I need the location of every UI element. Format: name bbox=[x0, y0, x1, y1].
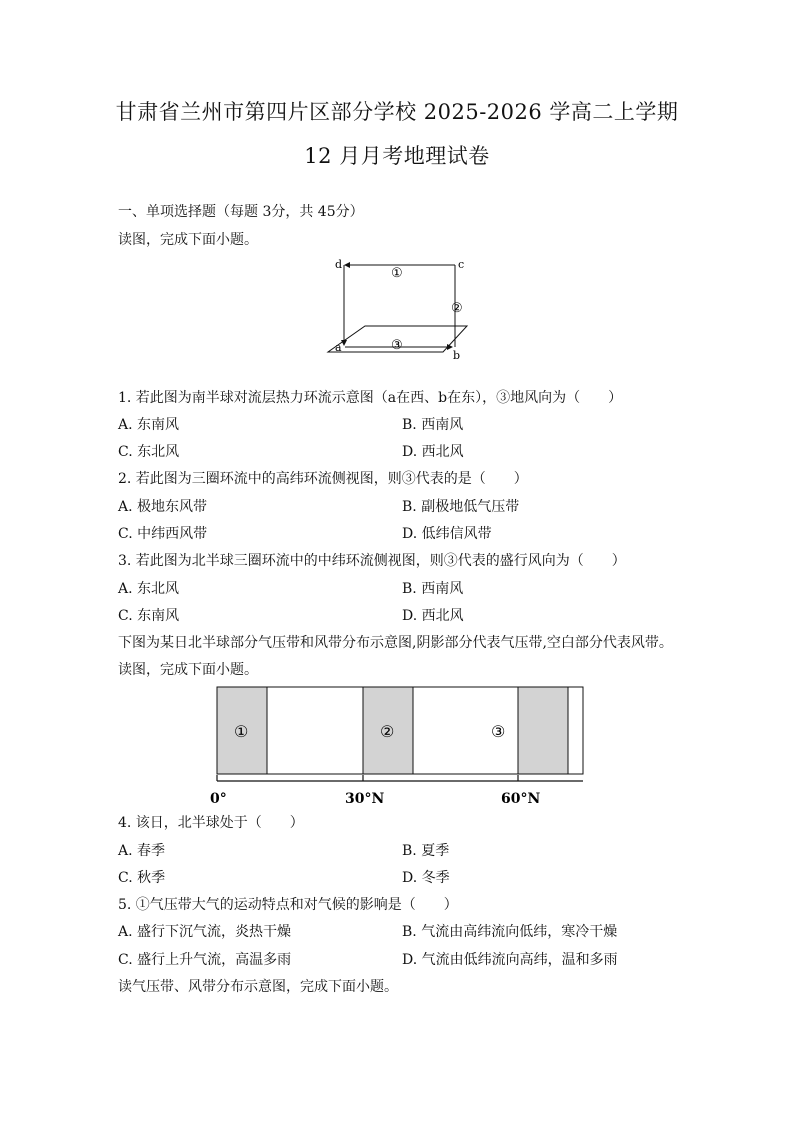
q2-option-c[interactable]: C. 中纬西风带 bbox=[118, 526, 208, 542]
q5-option-d[interactable]: D. 气流由低纬流向高纬，温和多雨 bbox=[402, 952, 618, 968]
lat-label-60n: 60°N bbox=[501, 791, 541, 807]
question-3-stem: 3. 若此图为北半球三圈环流中的中纬环流侧视图，则③代表的盛行风向为（ ） bbox=[118, 553, 626, 569]
q1-option-a[interactable]: A. 东南风 bbox=[118, 417, 180, 433]
q4-option-d[interactable]: D. 冬季 bbox=[402, 870, 450, 886]
label-d: d bbox=[335, 258, 343, 271]
pressure-belt-diagram bbox=[205, 684, 595, 809]
section-heading: 一、单项选择题（每题 3分，共 45分） bbox=[118, 204, 364, 220]
belt-label-2: ② bbox=[380, 722, 395, 741]
q3-option-c[interactable]: C. 东南风 bbox=[118, 608, 180, 624]
q3-option-a[interactable]: A. 东北风 bbox=[118, 581, 180, 597]
label-circle-1: ① bbox=[391, 266, 403, 281]
lat-label-0: 0° bbox=[210, 791, 227, 807]
intro-text-3: 读图，完成下面小题。 bbox=[118, 662, 258, 678]
label-a: a bbox=[335, 341, 342, 354]
q5-option-a[interactable]: A. 盛行下沉气流，炎热干燥 bbox=[118, 924, 292, 940]
lat-label-30n: 30°N bbox=[345, 791, 385, 807]
q4-option-c[interactable]: C. 秋季 bbox=[118, 870, 166, 886]
q2-option-b[interactable]: B. 副极地低气压带 bbox=[402, 499, 520, 515]
exam-title-line2: 12 月月考地理试卷 bbox=[304, 144, 490, 168]
q5-option-c[interactable]: C. 盛行上升气流，高温多雨 bbox=[118, 952, 292, 968]
q1-option-d[interactable]: D. 西北风 bbox=[402, 444, 464, 460]
q4-option-b[interactable]: B. 夏季 bbox=[402, 843, 450, 859]
question-5-stem: 5. ①气压带大气的运动特点和对气候的影响是（ ） bbox=[118, 897, 458, 913]
label-circle-3: ③ bbox=[391, 338, 403, 353]
q2-option-d[interactable]: D. 低纬信风带 bbox=[402, 526, 492, 542]
intro-text-4: 读气压带、风带分布示意图，完成下面小题。 bbox=[118, 979, 398, 995]
q1-option-c[interactable]: C. 东北风 bbox=[118, 444, 180, 460]
q3-option-d[interactable]: D. 西北风 bbox=[402, 608, 464, 624]
intro-text-2: 下图为某日北半球部分气压带和风带分布示意图,阴影部分代表气压带,空白部分代表风带。 bbox=[118, 635, 673, 651]
question-4-stem: 4. 该日，北半球处于（ ） bbox=[118, 815, 304, 831]
exam-title-line1: 甘肃省兰州市第四片区部分学校 2025-2026 学高二上学期 bbox=[115, 100, 679, 124]
label-circle-2: ② bbox=[451, 301, 463, 316]
belt-label-3: ③ bbox=[491, 722, 506, 741]
question-2-stem: 2. 若此图为三圈环流中的高纬环流侧视图，则③代表的是（ ） bbox=[118, 471, 528, 487]
q1-option-b[interactable]: B. 西南风 bbox=[402, 417, 464, 433]
question-1-stem: 1. 若此图为南半球对流层热力环流示意图（a在西、b在东），③地风向为（ ） bbox=[118, 390, 623, 406]
intro-text-1: 读图，完成下面小题。 bbox=[118, 232, 258, 248]
label-c: c bbox=[458, 258, 465, 271]
pressure-belt-4 bbox=[518, 687, 568, 774]
q4-option-a[interactable]: A. 春季 bbox=[118, 843, 166, 859]
q5-option-b[interactable]: B. 气流由高纬流向低纬，寒冷干燥 bbox=[402, 924, 618, 940]
belt-label-1: ① bbox=[234, 722, 249, 741]
q3-option-b[interactable]: B. 西南风 bbox=[402, 581, 464, 597]
label-b: b bbox=[453, 349, 461, 362]
circulation-diagram bbox=[325, 255, 475, 365]
q2-option-a[interactable]: A. 极地东风带 bbox=[118, 499, 208, 515]
